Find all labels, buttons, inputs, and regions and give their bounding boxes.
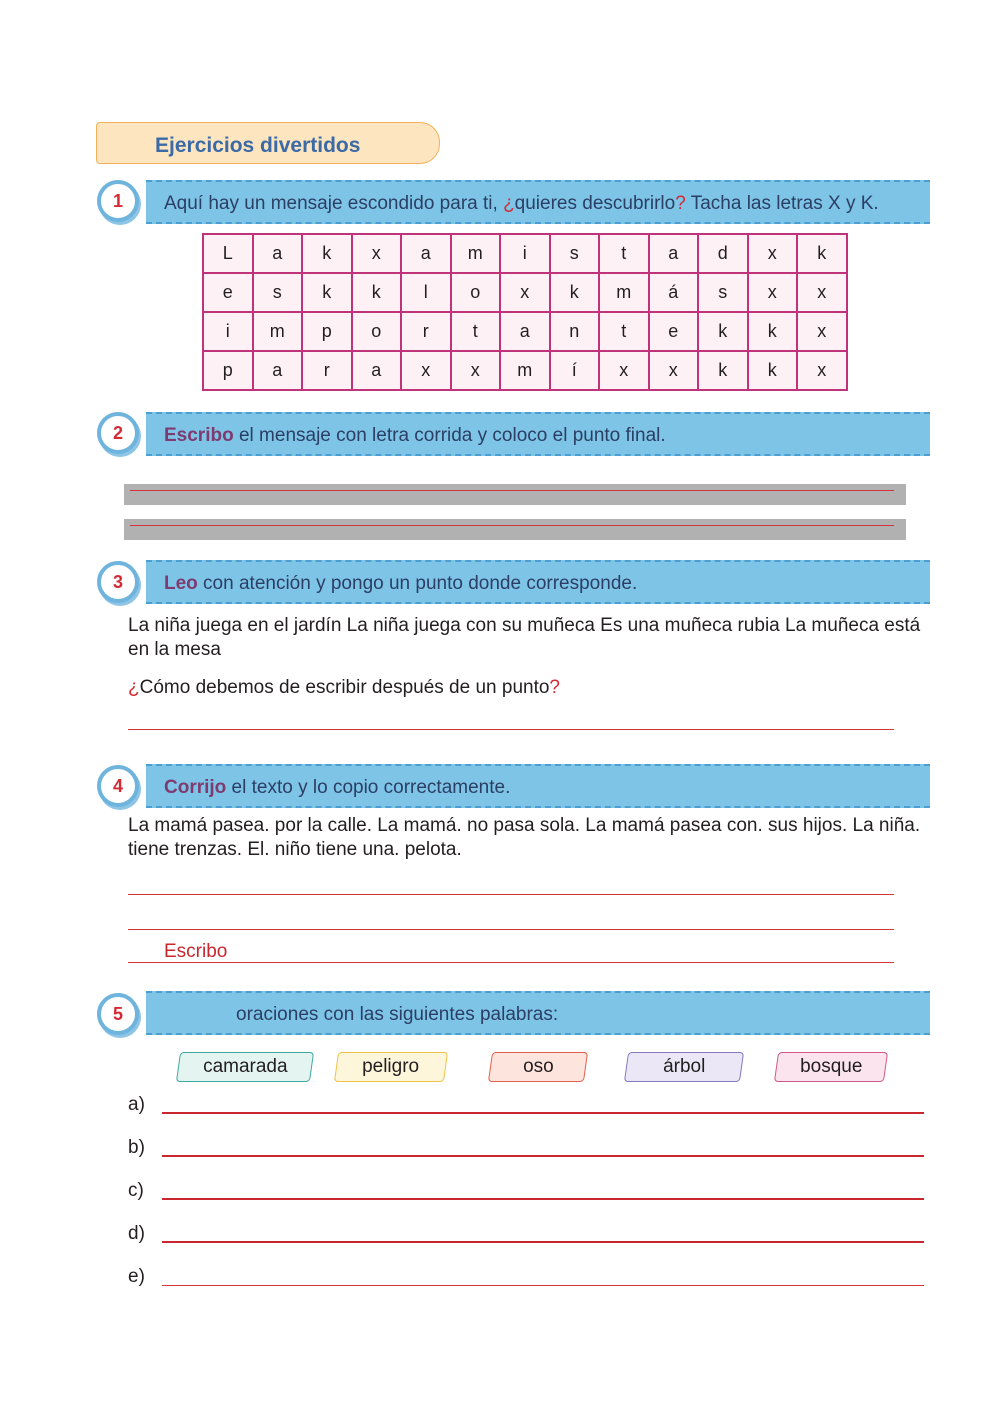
exercise-3-question: ¿Cómo debemos de escribir después de un punto? [128,677,560,698]
answer-line-q3[interactable] [128,729,894,730]
grid-cell[interactable]: a [352,351,402,390]
grid-cell[interactable]: x [649,351,699,390]
exercise-4-text: La mamá pasea. por la calle. La mamá. no pasa sola. La mamá pasea con. sus hijos. La niña. tiene trenzas. El. niño tiene una. pelota. [128,815,921,860]
grid-cell[interactable]: e [203,273,253,312]
exercise-1-instruction: Aquí hay un mensaje escondido para ti, ¿quieres descubrirlo? Tacha las letras X y K. [164,193,879,214]
grid-cell[interactable]: i [500,234,550,273]
grid-cell[interactable]: k [352,273,402,312]
grid-cell[interactable]: x [401,351,451,390]
word-bosque: bosque [799,1056,863,1077]
exercise-3-text: La niña juega en el jardín La niña juega con su muñeca Es una muñeca rubia La muñeca está en la mesa [128,615,921,660]
label-b: b) [128,1137,145,1158]
grid-cell[interactable]: o [352,312,402,351]
grid-cell[interactable]: k [698,351,748,390]
answer-line-e[interactable] [162,1285,924,1286]
grid-cell[interactable]: x [599,351,649,390]
exercise-2-badge: 2 [97,412,139,454]
grid-cell[interactable]: t [599,312,649,351]
grid-cell[interactable]: x [451,351,501,390]
grid-cell[interactable]: a [253,234,303,273]
answer-line-q4-2[interactable] [128,929,894,930]
exercise-4-instruction: Corrijo el texto y lo copio correctamente. [164,777,511,798]
grid-cell[interactable]: t [599,234,649,273]
grid-cell[interactable]: s [550,234,600,273]
exercise-3-instruction-banner [146,560,930,604]
exercise-3-badge: 3 [97,561,139,603]
label-a: a) [128,1094,145,1115]
grid-row [203,273,847,312]
word-box-peligro [334,1052,448,1082]
grid-cell[interactable]: l [401,273,451,312]
exercise-4-instruction-banner [146,764,930,808]
answer-line-q4-1[interactable] [128,894,894,895]
writing-band-1[interactable] [124,484,906,505]
grid-cell[interactable]: s [253,273,303,312]
grid-cell[interactable]: e [649,312,699,351]
exercise-1-instruction-banner [146,180,930,224]
exercise-5-keyword: Escribo [164,941,228,962]
section-title-tab [96,122,440,164]
grid-cell[interactable]: r [401,312,451,351]
grid-cell[interactable]: d [698,234,748,273]
grid-cell[interactable]: k [698,312,748,351]
grid-cell[interactable]: o [451,273,501,312]
word-camarada: camarada [202,1056,288,1077]
grid-cell[interactable]: k [550,273,600,312]
grid-cell[interactable]: s [698,273,748,312]
hidden-message-grid [202,233,848,391]
grid-cell[interactable]: a [649,234,699,273]
grid-row [203,312,847,351]
section-title: Ejercicios divertidos [155,134,361,157]
grid-cell[interactable]: a [500,312,550,351]
grid-cell[interactable]: k [302,234,352,273]
grid-cell[interactable]: x [352,234,402,273]
grid-cell[interactable]: í [550,351,600,390]
grid-cell[interactable]: x [748,273,798,312]
answer-line-c[interactable] [162,1198,924,1200]
answer-line-q4-3[interactable] [128,962,894,963]
grid-cell[interactable]: p [302,312,352,351]
exercise-2-instruction: Escribo el mensaje con letra corrida y coloco el punto final. [164,425,666,446]
grid-cell[interactable]: r [302,351,352,390]
label-d: d) [128,1223,145,1244]
exercise-3-instruction: Leo con atención y pongo un punto donde corresponde. [164,573,638,594]
exercise-5-badge: 5 [97,993,139,1035]
label-e: e) [128,1266,145,1287]
grid-cell[interactable]: m [253,312,303,351]
word-box-bosque [774,1052,888,1082]
word-oso: oso [522,1056,554,1077]
grid-cell[interactable]: m [451,234,501,273]
grid-row [203,351,847,390]
grid-cell[interactable]: k [797,234,847,273]
grid-cell[interactable]: m [599,273,649,312]
word-box-oso [488,1052,588,1082]
grid-cell[interactable]: L [203,234,253,273]
exercise-1-badge: 1 [97,180,139,222]
exercise-2-instruction-banner [146,412,930,456]
answer-line-d[interactable] [162,1241,924,1243]
word-box-arbol [624,1052,744,1082]
grid-cell[interactable]: k [302,273,352,312]
grid-cell[interactable]: x [797,351,847,390]
grid-cell[interactable]: á [649,273,699,312]
grid-cell[interactable]: x [797,312,847,351]
exercise-4-badge: 4 [97,765,139,807]
grid-cell[interactable]: a [401,234,451,273]
grid-cell[interactable]: p [203,351,253,390]
grid-cell[interactable]: k [748,312,798,351]
label-c: c) [128,1180,144,1201]
answer-line-b[interactable] [162,1155,924,1157]
grid-cell[interactable]: a [253,351,303,390]
word-box-camarada [176,1052,314,1082]
grid-cell[interactable]: t [451,312,501,351]
grid-cell[interactable]: n [550,312,600,351]
answer-line-a[interactable] [162,1112,924,1114]
grid-cell[interactable]: x [500,273,550,312]
grid-row [203,234,847,273]
grid-cell[interactable]: i [203,312,253,351]
grid-cell[interactable]: m [500,351,550,390]
grid-cell[interactable]: x [748,234,798,273]
grid-cell[interactable]: k [748,351,798,390]
grid-cell[interactable]: x [797,273,847,312]
word-arbol: árbol [662,1056,706,1077]
exercise-5-instruction: oraciones con las siguientes palabras: [236,1004,559,1025]
exercise-5-instruction-banner [146,991,930,1035]
word-peligro: peligro [362,1056,420,1077]
writing-band-2[interactable] [124,519,906,540]
